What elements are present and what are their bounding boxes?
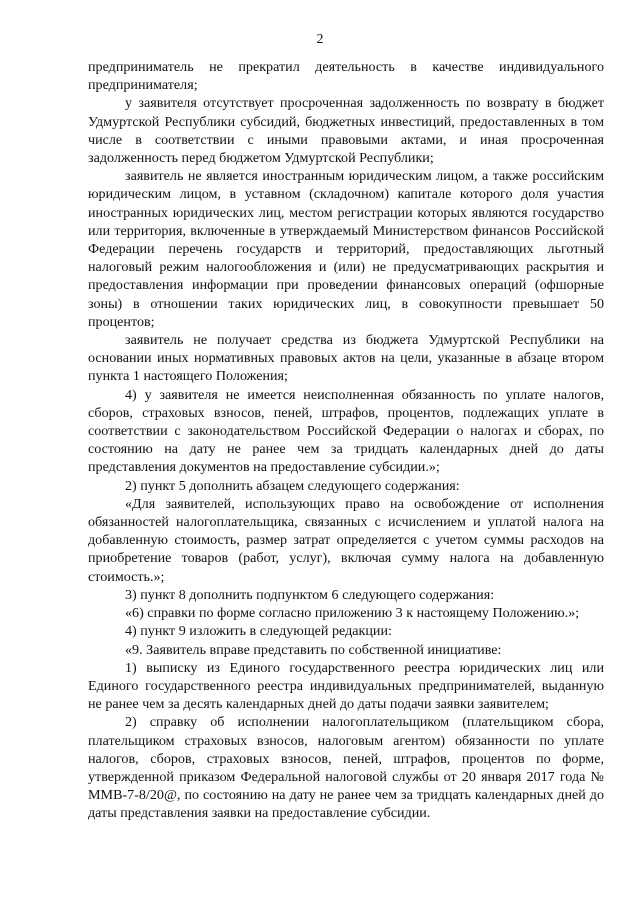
page-number: 2	[316, 32, 324, 47]
paragraph-amendment-point-5: 2) пункт 5 дополнить абзацем следующего содержания:	[125, 477, 460, 494]
document-body	[88, 58, 604, 823]
paragraph-point-9-item-2: 2) справку об исполнении налогоплательщиком (плательщиком сбора, плательщиком страховых взносов, налоговым агентом) обязанности по уплате налогов, сборов, страховых взносов, пеней, штрафов, процентов по форме, утвержденной приказом Федеральной налоговой службы от 20 января 2017 года № ММВ-7-8/20@, по состоянию на дату не ранее чем за тридцать календарных дней до даты представления заявки на предоставление субсидии.	[88, 714, 604, 822]
paragraph-continuation: предприниматель не прекратил деятельность в качестве индивидуального предпринимателя;	[88, 59, 604, 94]
paragraph-item-4-no-tax-debt: 4) у заявителя не имеется неисполненная обязанность по уплате налогов, сборов, страховых взносов, пеней, штрафов, процентов, подлежащих уплате в соответствии с законодательством Российской Федерации о налогах и сборах, по состоянию на дату не ранее чем за тридцать календарных дней до даты представления документов на предоставление субсидии.»;	[88, 386, 604, 476]
paragraph-point-9-intro: «9. Заявитель вправе представить по собственной инициативе:	[125, 641, 502, 658]
paragraph-amendment-point-9: 4) пункт 9 изложить в следующей редакции:	[125, 623, 392, 640]
paragraph-vat-exempt-clause: «Для заявителей, использующих право на освобождение от исполнения обязанностей налогоплательщика, связанных с исчислением и уплатой налога на добавленную стоимость, размер затрат определяется с учетом суммы расходов на приобретение товаров (работ, услуг), включая сумму налога на добавленную стоимость.»;	[88, 495, 604, 585]
paragraph-point-9-item-1: 1) выписку из Единого государственного реестра юридических лиц или Единого государственного реестра индивидуальных предпринимателей, выданную не ранее чем за десять календарных дней до даты подачи заявки заявителем;	[88, 659, 604, 713]
paragraph-amendment-point-8: 3) пункт 8 дополнить подпунктом 6 следующего содержания:	[125, 586, 495, 603]
paragraph-subitem-6-certificate: «6) справки по форме согласно приложению 3 к настоящему Положению.»;	[125, 605, 580, 622]
paragraph-not-foreign-entity: заявитель не является иностранным юридическим лицом, а также российским юридическим лицом, в уставном (складочном) капитале которого доля участия иностранных юридических лиц, местом регистрации которых являются государство или территория, включенные в утверждаемый Министерством финансов Российской Федерации перечень государств и территорий, предоставляющих льготный налоговый режим налогообложения и (или) не предусматривающих раскрытия и предоставления информации при проведении финансовых операций (офшорные зоны) в отношении таких юридических лиц, в совокупности превышает 50 процентов;	[88, 168, 604, 330]
paragraph-no-other-funds: заявитель не получает средства из бюджета Удмуртской Республики на основании иных нормативных правовых актов на цели, указанные в абзаце втором пункта 1 настоящего Положения;	[88, 332, 604, 385]
paragraph-no-debt-budget: у заявителя отсутствует просроченная задолженность по возврату в бюджет Удмуртской Республики субсидий, бюджетных инвестиций, предоставленных в том числе в соответствии с иными правовыми актами, и иная просроченная задолженность перед бюджетом Удмуртской Республики;	[88, 95, 604, 167]
